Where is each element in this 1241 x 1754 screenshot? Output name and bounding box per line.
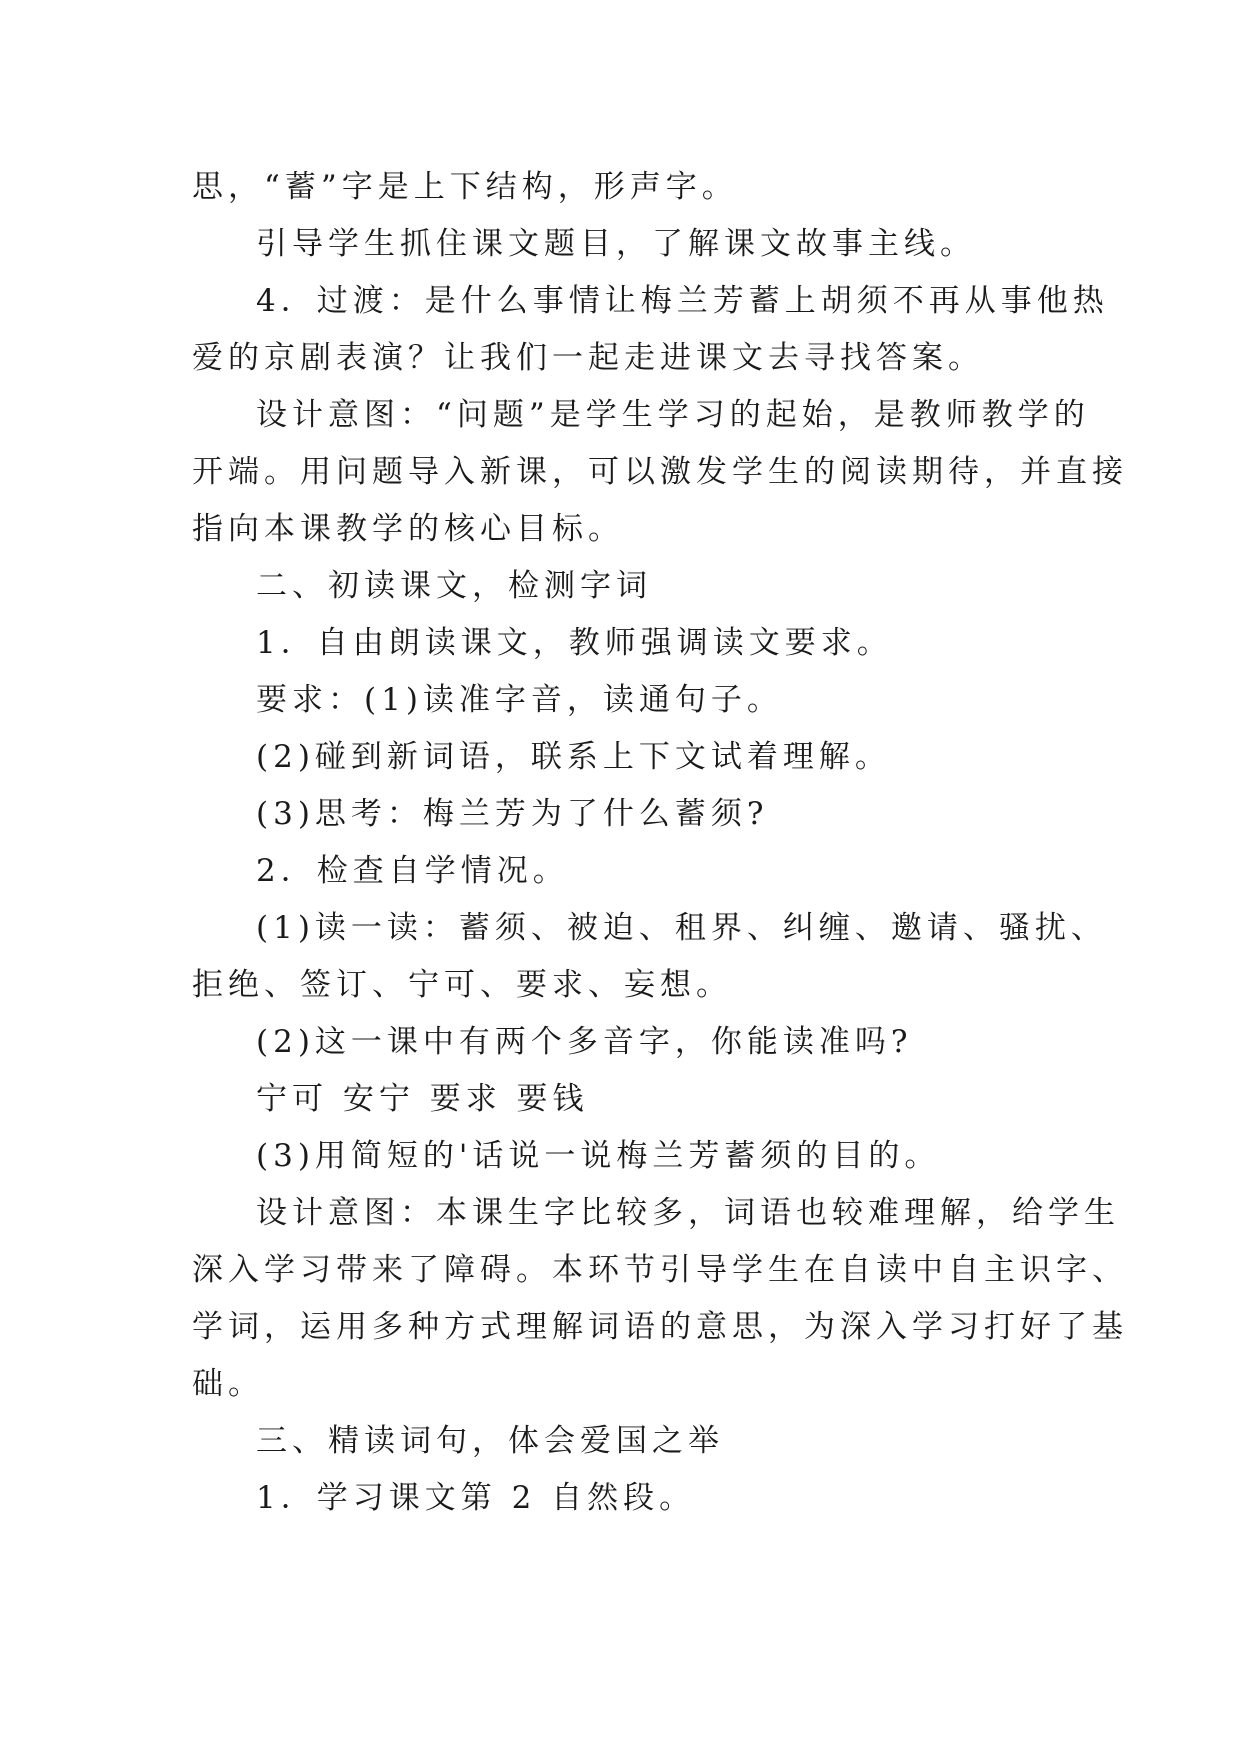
text-line: (3)思考：梅兰芳为了什么蓄须?	[256, 796, 769, 832]
text-line: 深入学习带来了障碍。本环节引导学生在自读中自主识字、	[192, 1252, 1128, 1288]
text-line: 思，“蓄”字是上下结构，形声字。	[192, 169, 738, 205]
section-heading: 二、初读课文，检测字词	[256, 568, 652, 604]
text-line: 设计意图：本课生字比较多，词语也较难理解，给学生	[256, 1195, 1120, 1231]
text-line: 4．过渡：是什么事情让梅兰芳蓄上胡须不再从事他热	[256, 283, 1109, 319]
text-line: (3)用简短的'话说一说梅兰芳蓄须的目的。	[256, 1138, 941, 1174]
text-line: 础。	[192, 1366, 264, 1402]
section-heading: 三、精读词句，体会爱国之举	[256, 1423, 724, 1459]
text-line: 要求：(1)读准字音，读通句子。	[256, 682, 783, 718]
text-line: 1．自由朗读课文，教师强调读文要求。	[256, 625, 893, 661]
text-line: 开端。用问题导入新课，可以激发学生的阅读期待，并直接	[192, 454, 1128, 490]
text-line: (1)读一读：蓄须、被迫、租界、纠缠、邀请、骚扰、	[256, 910, 1107, 946]
text-line: (2)碰到新词语，联系上下文试着理解。	[256, 739, 891, 775]
text-line: 指向本课教学的核心目标。	[192, 511, 624, 547]
text-line: 爱的京剧表演？让我们一起走进课文去寻找答案。	[192, 340, 984, 376]
text-line: 设计意图：“问题”是学生学习的起始，是教师教学的	[256, 397, 1090, 433]
text-line: 引导学生抓住课文题目，了解课文故事主线。	[256, 226, 976, 262]
text-line: 宁可 安宁 要求 要钱	[256, 1081, 589, 1117]
text-line: 1．学习课文第 2 自然段。	[256, 1480, 696, 1516]
text-line: 2．检查自学情况。	[256, 853, 569, 889]
text-line: 学词，运用多种方式理解词语的意思，为深入学习打好了基	[192, 1309, 1128, 1345]
text-line: 拒绝、签订、宁可、要求、妄想。	[192, 967, 732, 1003]
text-line: (2)这一课中有两个多音字，你能读准吗?	[256, 1024, 913, 1060]
